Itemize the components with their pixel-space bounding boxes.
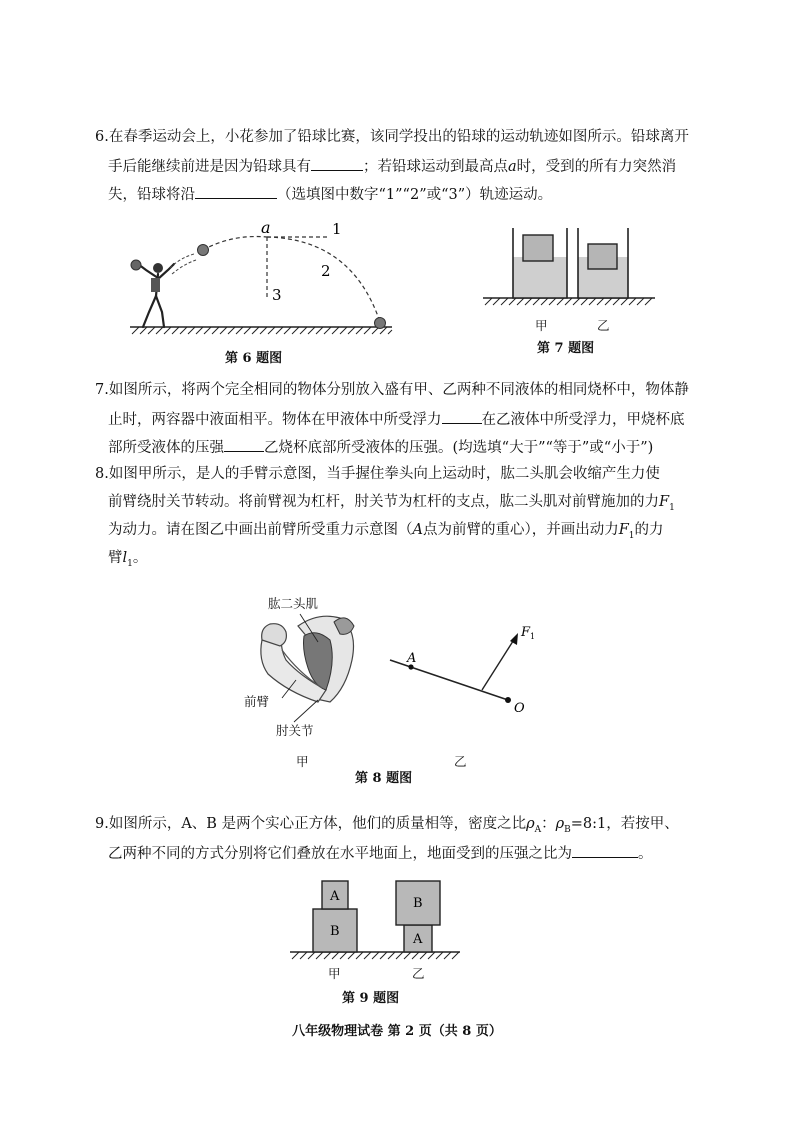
fig9-label-A-jia: A (330, 889, 340, 904)
fig7-label-jia: 甲 (535, 318, 548, 333)
fig6-label-1: 1 (332, 220, 342, 238)
fig6-label-a: a (261, 218, 271, 237)
fig9-label-B-jia: B (330, 924, 340, 939)
fig8-label-A: A (407, 651, 417, 666)
fig8-label-forearm: 前臂 (244, 694, 270, 709)
q8-line-1: 8.如图甲所示，是人的手臂示意图，当手握住拳头向上运动时，肱二头肌会收缩产生力使 (95, 466, 660, 482)
fig6-caption: 第 6 题图 (225, 351, 283, 366)
q8-line-3: 为动力。请在图乙中画出前臂所受重力示意图（A点为前臂的重心），并画出动力$F_1$的力 (108, 522, 664, 541)
fig6-label-3: 3 (272, 286, 282, 304)
q6-line-3: 失，铅球将沿 （选填图中数字“1”“2”或“3”）轨迹运动。 (108, 184, 552, 204)
q9-line-2: 乙两种不同的方式分别将它们叠放在水平地面上，地面受到的压强之比为 。 (108, 843, 653, 863)
fig9-label-jia: 甲 (328, 966, 341, 981)
fig8-label-elbow: 肘关节 (276, 723, 314, 738)
fig7-label-yi: 乙 (597, 318, 610, 333)
q7-line-3: 部所受液体的压强 乙烧杯底部所受液体的压强。(均选填“大于”“等于”或“小于”) (108, 437, 653, 457)
page-footer: 八年级物理试卷 第 2 页（共 8 页） (292, 1024, 502, 1039)
fig8-label-yi: 乙 (454, 754, 467, 769)
q6-line-2: 手后能继续前进是因为铅球具有 ；若铅球运动到最高点a时，受到的所有力突然消 (108, 156, 676, 176)
q7-line-1: 7.如图所示，将两个完全相同的物体分别放入盛有甲、乙两种不同液体的相同烧杯中，物体静 (95, 382, 689, 398)
fig8-label-O: O (514, 701, 525, 716)
q8-line-2: 前臂绕肘关节转动。将前臂视为杠杆，肘关节为杠杆的支点，肱二头肌对前臂施加的力$F_1$ (108, 494, 675, 513)
fig8-caption: 第 8 题图 (355, 771, 413, 786)
fig8-label-F: $F_1$ (521, 625, 536, 641)
fig9-label-yi: 乙 (412, 966, 425, 981)
fig9-caption: 第 9 题图 (342, 991, 400, 1006)
q9-line-1: 9.如图所示，A、B 是两个实心正方体，他们的质量相等，密度之比$\rho_A$：$\rho_B=8:1$，若按甲、 (95, 816, 679, 835)
fig8-label-jia: 甲 (296, 754, 309, 769)
q6-line-1: 6.在春季运动会上，小花参加了铅球比赛，该同学投出的铅球的运动轨迹如图所示。铅球离开 (95, 129, 689, 145)
fig9-ground-hatch (292, 952, 459, 959)
fig8-label-biceps: 肱二头肌 (268, 596, 319, 611)
fig6-label-2: 2 (321, 262, 331, 280)
q8-line-4: 臂$l_1$。 (108, 550, 148, 569)
fig9-label-B-yi: B (413, 896, 423, 911)
fig7-caption: 第 7 题图 (537, 341, 595, 356)
fig9-label-A-yi: A (413, 932, 423, 947)
q7-line-2: 止时，两容器中液面相平。物体在甲液体中所受浮力 在乙液体中所受浮力，甲烧杯底 (108, 409, 685, 429)
